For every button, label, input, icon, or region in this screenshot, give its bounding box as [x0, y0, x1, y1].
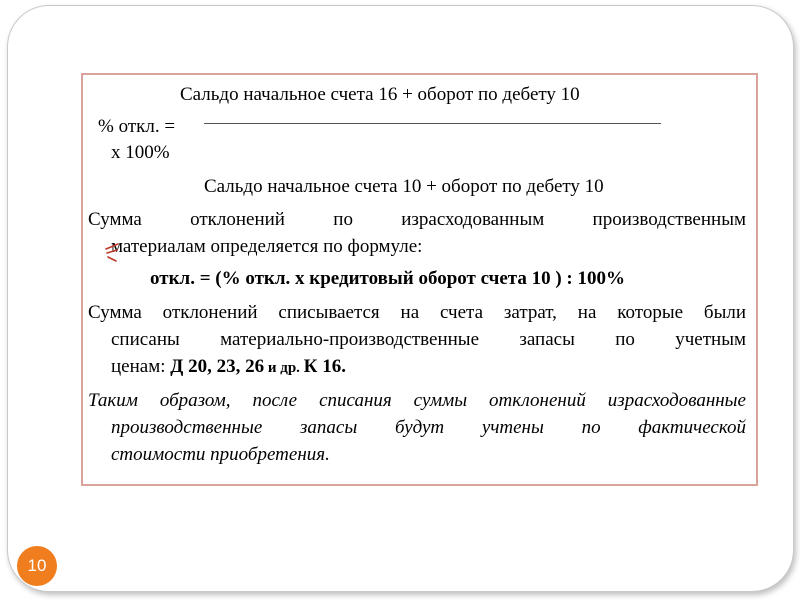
fraction-line — [204, 123, 661, 124]
formula-numerator: Сальдо начальное счета 16 + оборот по дебету 10 — [180, 84, 580, 105]
para2-line3 — [111, 356, 346, 379]
para3-line1: Таким образом, после списания суммы отклонений израсходованные — [88, 390, 746, 411]
para2-line1: Сумма отклонений списывается на счета затрат, на которые были — [88, 302, 746, 323]
para1-line2: материалам определяется по формуле: — [111, 236, 423, 257]
para2-prefix: ценам: — [111, 356, 171, 377]
para3-line3: стоимости приобретения. — [111, 444, 330, 465]
formula-denominator: Сальдо начальное счета 10 + оборот по дебету 10 — [204, 176, 604, 197]
para1-line1: Сумма отклонений по израсходованным производственным — [88, 209, 746, 230]
para2-line2: списаны материально-производственные запасы по учетным — [111, 329, 746, 350]
para3-line2: производственные запасы будут учтены по фактической — [111, 417, 746, 438]
and-others: и др. — [264, 360, 304, 376]
formula-lhs: % откл. = — [98, 116, 176, 137]
debit-accounts: Д 20, 23, 26 — [170, 356, 265, 377]
check-mark-icon — [104, 241, 126, 263]
formula-multiplier: х 100% — [111, 142, 170, 163]
page-number-badge: 10 — [17, 546, 57, 586]
credit-account: К 16. — [303, 356, 346, 377]
formula-deviation: откл. = (% откл. х кредитовый оборот счета 10 ) : 100% — [150, 268, 626, 289]
